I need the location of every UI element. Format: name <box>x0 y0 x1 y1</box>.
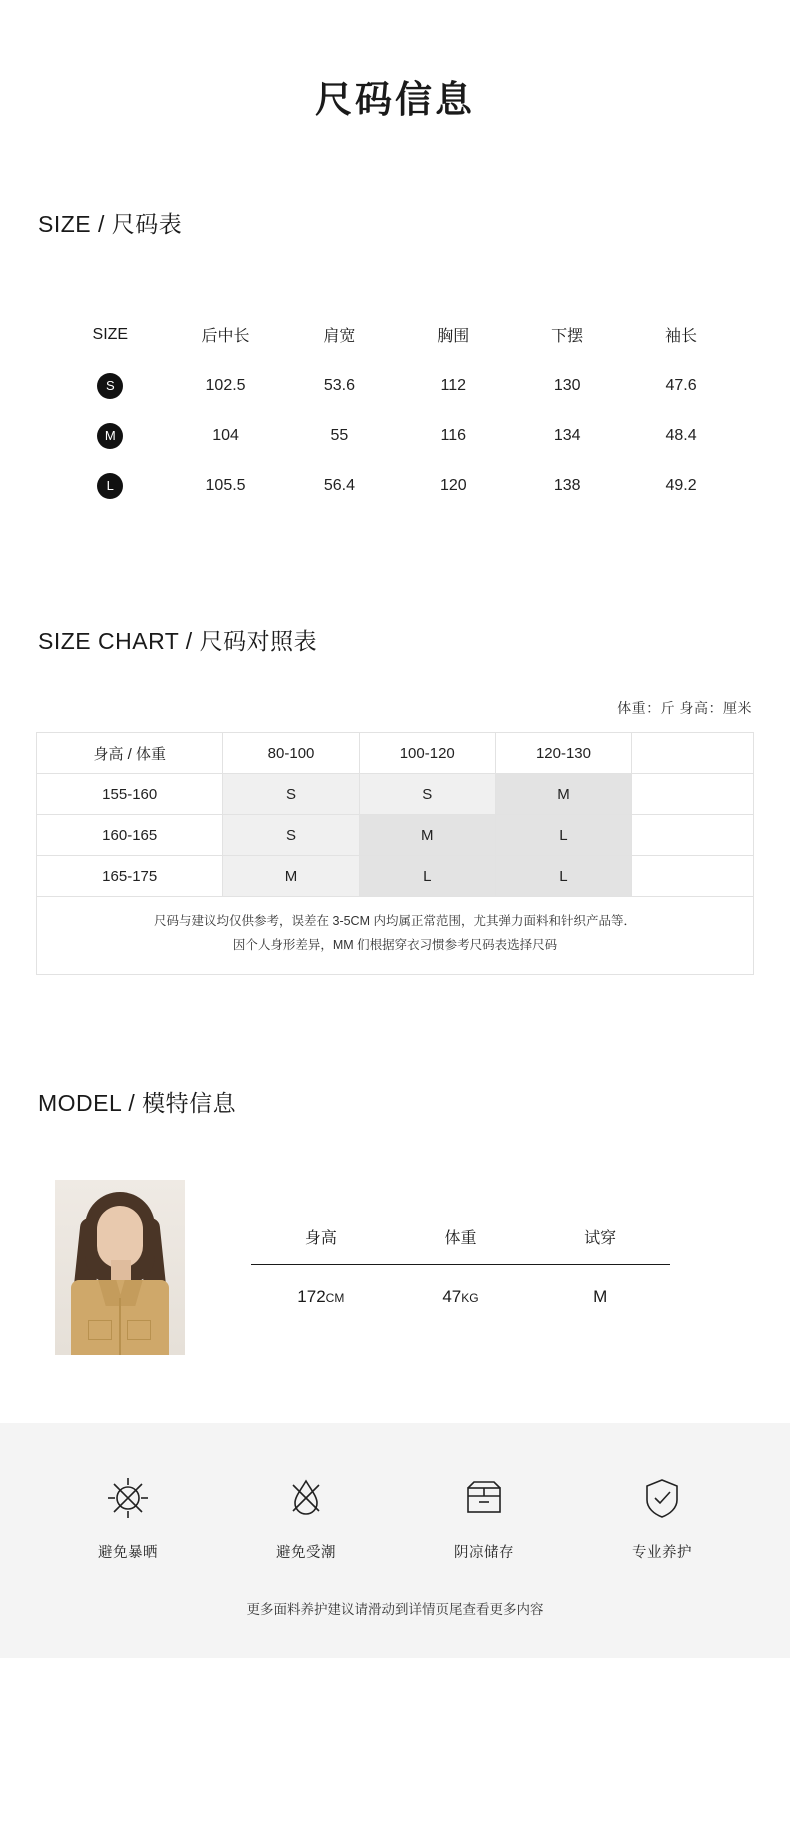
model-body <box>0 1180 790 1355</box>
model-col-header-height: 身高 <box>251 1224 391 1265</box>
model-table <box>251 1224 670 1308</box>
size-badge-cell <box>52 361 169 411</box>
care-item-professional-care <box>607 1469 717 1562</box>
size-section-heading: SIZE / 尺码表 <box>38 211 183 238</box>
care-label: 避免暴晒 <box>98 1544 158 1561</box>
size-value-backlength: 102.5 <box>205 377 246 395</box>
chart-cell: M <box>359 815 495 856</box>
size-value-hem: 138 <box>553 477 581 495</box>
size-col-header-backlength: 后中长 <box>201 328 250 346</box>
size-value-shoulder: 55 <box>330 427 349 445</box>
care-label: 避免受潮 <box>276 1544 336 1561</box>
chart-col-header-w100-120: 100-120 <box>359 733 495 774</box>
chart-cell: L <box>495 815 631 856</box>
table-row <box>52 411 738 461</box>
size-table-header-row <box>52 311 738 361</box>
size-chart-table <box>36 732 754 897</box>
size-value-bust: 120 <box>439 477 467 495</box>
care-label: 专业养护 <box>632 1544 692 1561</box>
care-item-no-water <box>251 1469 361 1562</box>
size-col-header-sleeve: 袖长 <box>665 328 698 346</box>
size-chart-heading: SIZE CHART / 尺码对照表 <box>38 628 318 655</box>
model-weight-unit: KG <box>461 1290 479 1305</box>
model-col-header-trysize: 试穿 <box>530 1224 670 1265</box>
box-storage-icon <box>429 1469 539 1527</box>
size-badge: S <box>97 373 123 399</box>
chart-cell: S <box>359 774 495 815</box>
table-row <box>52 361 738 411</box>
size-chart-note-line2: 因个人身形差异，MM 们根据穿衣习惯参考尺码表选择尺码 <box>232 938 558 953</box>
no-sun-icon <box>73 1469 183 1527</box>
size-chart-table-container <box>0 732 790 975</box>
size-value-hem: 130 <box>553 377 581 395</box>
size-chart-note-line1: 尺码与建议均仅供参考，误差在 3-5CM 内均属正常范围，尤其弹力面料和针织产品等． <box>154 914 636 929</box>
model-height-value: 172 <box>297 1286 326 1306</box>
shield-check-icon <box>607 1469 717 1527</box>
chart-cell-empty <box>632 815 754 856</box>
model-table-container <box>185 1180 790 1308</box>
page-title: 尺码信息 <box>315 79 475 120</box>
care-label: 阴凉储存 <box>454 1544 514 1561</box>
size-value-sleeve: 49.2 <box>665 477 697 495</box>
size-value-backlength: 105.5 <box>205 477 246 495</box>
model-trysize-value: M <box>593 1286 608 1306</box>
model-photo <box>55 1180 185 1355</box>
chart-cell: M <box>223 856 359 897</box>
chart-header-row <box>37 733 754 774</box>
size-value-backlength: 104 <box>212 427 239 445</box>
chart-cell: S <box>223 774 359 815</box>
chart-cell: L <box>495 856 631 897</box>
size-badge-cell <box>52 411 169 461</box>
size-value-sleeve: 48.4 <box>665 427 697 445</box>
model-section-heading: MODEL / 模特信息 <box>38 1089 237 1116</box>
size-value-shoulder: 53.6 <box>323 377 355 395</box>
model-header-row <box>251 1224 670 1265</box>
size-chart-section <box>0 623 790 975</box>
model-col-header-weight: 体重 <box>391 1224 531 1265</box>
chart-col-header-empty <box>632 733 754 774</box>
table-row <box>52 461 738 511</box>
chart-cell: M <box>495 774 631 815</box>
units-note: 体重：斤 身高：厘米 <box>617 700 752 717</box>
care-footnote: 更多面料养护建议请滑动到详情页尾查看更多内容 <box>246 1601 544 1617</box>
size-col-header-bust: 胸围 <box>437 328 470 346</box>
size-badge: M <box>97 423 123 449</box>
chart-cell-empty <box>632 856 754 897</box>
care-item-cool-storage <box>429 1469 539 1562</box>
chart-cell: L <box>359 856 495 897</box>
size-value-shoulder: 56.4 <box>323 477 355 495</box>
size-col-header-shoulder: 肩宽 <box>323 328 356 346</box>
model-weight-cell <box>391 1264 531 1308</box>
size-badge: L <box>97 473 123 499</box>
size-value-bust: 116 <box>440 427 467 445</box>
size-value-sleeve: 47.6 <box>665 377 697 395</box>
size-value-bust: 112 <box>440 377 467 395</box>
size-chart-note <box>36 897 754 975</box>
chart-col-header-height-weight: 身高 / 体重 <box>37 733 223 774</box>
table-row <box>37 856 754 897</box>
model-weight-value: 47 <box>442 1286 462 1306</box>
size-col-header-hem: 下摆 <box>551 328 584 346</box>
chart-cell: S <box>223 815 359 856</box>
chart-row-range: 155-160 <box>37 774 223 815</box>
size-table <box>52 311 738 511</box>
size-table-container <box>0 311 790 511</box>
chart-cell-empty <box>632 774 754 815</box>
size-badge-cell <box>52 461 169 511</box>
table-row <box>37 815 754 856</box>
size-col-header-size: SIZE <box>92 325 129 343</box>
table-row <box>37 774 754 815</box>
care-icon-row <box>0 1469 790 1562</box>
no-water-icon <box>251 1469 361 1527</box>
care-section <box>0 1423 790 1658</box>
model-section <box>0 1085 790 1355</box>
model-height-cell <box>251 1264 391 1308</box>
chart-row-range: 160-165 <box>37 815 223 856</box>
chart-row-range: 165-175 <box>37 856 223 897</box>
size-value-hem: 134 <box>553 427 581 445</box>
model-height-unit: CM <box>325 1290 345 1305</box>
chart-col-header-w80-100: 80-100 <box>223 733 359 774</box>
care-item-no-sun <box>73 1469 183 1562</box>
chart-col-header-w120-130: 120-130 <box>495 733 631 774</box>
table-row <box>251 1264 670 1308</box>
